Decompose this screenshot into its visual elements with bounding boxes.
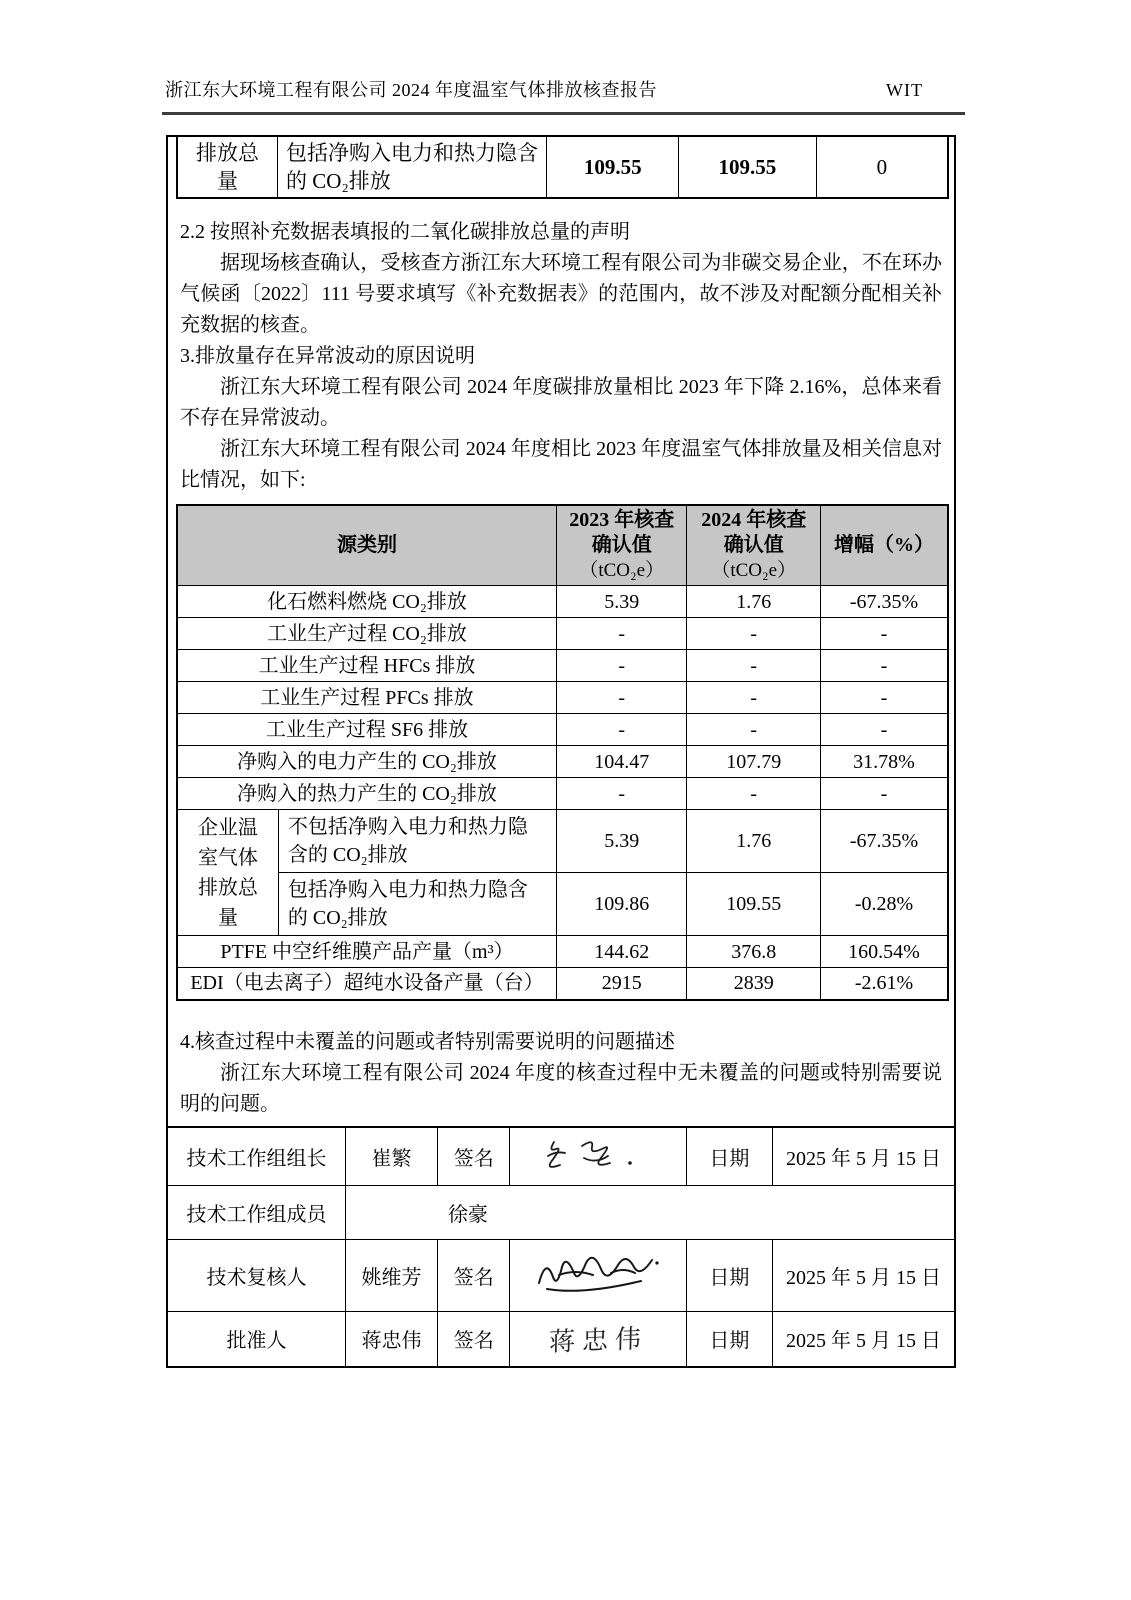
- header-change-label: 增幅: [833, 534, 874, 556]
- content-frame: [166, 135, 956, 1128]
- carryover-table: [176, 135, 949, 199]
- row-label: 工业生产过程 CO₂排放: [177, 618, 556, 650]
- table-row: [167, 1185, 955, 1239]
- sig-name: 姚维芳: [345, 1239, 437, 1311]
- signature-text: 蒋忠伟: [548, 1324, 648, 1357]
- sig-role: 技术复核人: [167, 1239, 345, 1311]
- row-v2023: 144.62: [556, 936, 687, 968]
- row-v2024: 376.8: [687, 936, 821, 968]
- row-change: 31.78%: [820, 746, 948, 778]
- sig-date: 2025 年 5 月 15 日: [772, 1239, 955, 1311]
- sign-label: 签名: [438, 1311, 510, 1367]
- header-2023-label: 2023 年核查确认值: [569, 509, 675, 556]
- date-label: 日期: [686, 1311, 772, 1367]
- row-v2024: -: [687, 618, 821, 650]
- table-row: [177, 810, 948, 873]
- signature-handwriting: [510, 1311, 686, 1367]
- table-row: [167, 1239, 955, 1311]
- carryover-value-2024: 109.55: [679, 136, 817, 198]
- header-2023: [556, 505, 687, 586]
- wit-logo: WIT: [886, 80, 923, 100]
- sig-role: 技术工作组组长: [167, 1127, 345, 1185]
- date-label: 日期: [686, 1239, 772, 1311]
- row-v2023: -: [556, 682, 687, 714]
- row-v2023: -: [556, 618, 687, 650]
- row-label: 工业生产过程 HFCs 排放: [177, 650, 556, 682]
- row-change: -2.61%: [820, 968, 948, 1000]
- row-v2023: 104.47: [556, 746, 687, 778]
- row-v2023: -: [556, 778, 687, 810]
- table-row: [177, 968, 948, 1000]
- section-4-heading: 4.核查过程中未覆盖的问题或者特别需要说明的问题描述: [180, 1030, 675, 1053]
- sign-label: 签名: [438, 1127, 510, 1185]
- row-change: -67.35%: [820, 586, 948, 618]
- section-3-paragraph-1: 浙江东大环境工程有限公司 2024 年度碳排放量相比 2023 年下降 2.16%，总体来看不存在异常波动。: [180, 376, 942, 429]
- row-label: 工业生产过程 PFCs 排放: [177, 682, 556, 714]
- table-header-row: [177, 505, 948, 586]
- sig-name: 蒋忠伟: [345, 1311, 437, 1367]
- carryover-category: 排放总量: [177, 136, 278, 198]
- header-2024: [687, 505, 821, 586]
- table-row: [177, 586, 948, 618]
- sub-row-v2023: 109.86: [556, 873, 687, 936]
- table-row: [167, 1127, 955, 1185]
- header-rule: [162, 112, 965, 115]
- row-change: -: [820, 714, 948, 746]
- section-4-paragraph: 浙江东大环境工程有限公司 2024 年度的核查过程中无未覆盖的问题或特别需要说明的问题。: [180, 1061, 942, 1115]
- section-2-2-paragraph: 据现场核查确认，受核查方浙江东大环境工程有限公司为非碳交易企业，不在环办气候函〔2022〕111 号要求填写《补充数据表》的范围内，故不涉及对配额分配相关补充数据的核查。: [180, 252, 942, 336]
- header-change-unit: （%）: [873, 534, 934, 556]
- signature-handwriting: [510, 1239, 686, 1311]
- row-v2024: -: [687, 682, 821, 714]
- table-row: [177, 746, 948, 778]
- group-label: 企业温室气体排放总量: [177, 810, 278, 936]
- sig-date: 2025 年 5 月 15 日: [772, 1311, 955, 1367]
- signature-scribble-icon: [523, 1249, 673, 1301]
- comparison-table: [176, 504, 949, 1001]
- sig-role: 技术工作组成员: [167, 1185, 345, 1239]
- row-label: 净购入的电力产生的 CO₂排放: [177, 746, 556, 778]
- table-row: [177, 778, 948, 810]
- header-2024-label: 2024 年核查确认值: [701, 509, 807, 556]
- carryover-item: 包括净购入电力和热力隐含的 CO₂排放: [278, 136, 547, 198]
- table-row: [177, 873, 948, 936]
- section-3-heading: 3.排放量存在异常波动的原因说明: [180, 345, 475, 367]
- sig-members: 徐豪: [345, 1185, 955, 1239]
- sub-row-v2024: 109.55: [687, 873, 821, 936]
- row-v2024: -: [687, 650, 821, 682]
- row-v2024: -: [687, 714, 821, 746]
- sub-row-v2024: 1.76: [687, 810, 821, 873]
- row-change: -: [820, 650, 948, 682]
- sign-label: 签名: [438, 1239, 510, 1311]
- header-source: 源类别: [177, 505, 556, 586]
- sub-row-change: -0.28%: [820, 873, 948, 936]
- row-label: PTFE 中空纤维膜产品产量（m³）: [177, 936, 556, 968]
- doc-title: 浙江东大环境工程有限公司 2024 年度温室气体排放核查报告: [165, 80, 657, 100]
- table-row: [177, 618, 948, 650]
- row-change: -: [820, 618, 948, 650]
- row-v2023: 5.39: [556, 586, 687, 618]
- table-row: [167, 1311, 955, 1367]
- table-row: [177, 136, 948, 198]
- row-change: -: [820, 778, 948, 810]
- row-v2024: 107.79: [687, 746, 821, 778]
- table-row: [177, 650, 948, 682]
- row-label: EDI（电去离子）超纯水设备产量（台）: [177, 968, 556, 1000]
- header-change: [820, 505, 948, 586]
- row-label: 工业生产过程 SF6 排放: [177, 714, 556, 746]
- row-label: 净购入的热力产生的 CO₂排放: [177, 778, 556, 810]
- row-v2023: 2915: [556, 968, 687, 1000]
- row-v2024: 2839: [687, 968, 821, 1000]
- signature-scribble-icon: [538, 1136, 658, 1176]
- signature-handwriting: [510, 1127, 686, 1185]
- sub-row-label: 包括净购入电力和热力隐含的 CO₂排放: [278, 873, 556, 936]
- sig-date: 2025 年 5 月 15 日: [772, 1127, 955, 1185]
- row-v2024: -: [687, 778, 821, 810]
- row-change: 160.54%: [820, 936, 948, 968]
- section-2-2-heading: 2.2 按照补充数据表填报的二氧化碳排放总量的声明: [180, 221, 630, 243]
- table-row: [177, 714, 948, 746]
- row-v2023: -: [556, 650, 687, 682]
- sig-name: 崔繁: [345, 1127, 437, 1185]
- header-2023-unit: （tCO₂e）: [579, 560, 665, 581]
- row-label: 化石燃料燃烧 CO₂排放: [177, 586, 556, 618]
- page-header: [165, 76, 965, 102]
- sub-row-change: -67.35%: [820, 810, 948, 873]
- date-label: 日期: [686, 1127, 772, 1185]
- carryover-change: 0: [816, 136, 948, 198]
- sig-role: 批准人: [167, 1311, 345, 1367]
- sub-row-label: 不包括净购入电力和热力隐含的 CO₂排放: [278, 810, 556, 873]
- row-v2023: -: [556, 714, 687, 746]
- carryover-value-2023: 109.55: [547, 136, 679, 198]
- table-row: [177, 936, 948, 968]
- row-change: -: [820, 682, 948, 714]
- signature-table: [166, 1126, 956, 1368]
- header-2024-unit: （tCO₂e）: [711, 560, 797, 581]
- row-v2024: 1.76: [687, 586, 821, 618]
- section-3-paragraph-2: 浙江东大环境工程有限公司 2024 年度相比 2023 年度温室气体排放量及相关信息对比情况，如下:: [180, 438, 942, 491]
- table-row: [177, 682, 948, 714]
- sub-row-v2023: 5.39: [556, 810, 687, 873]
